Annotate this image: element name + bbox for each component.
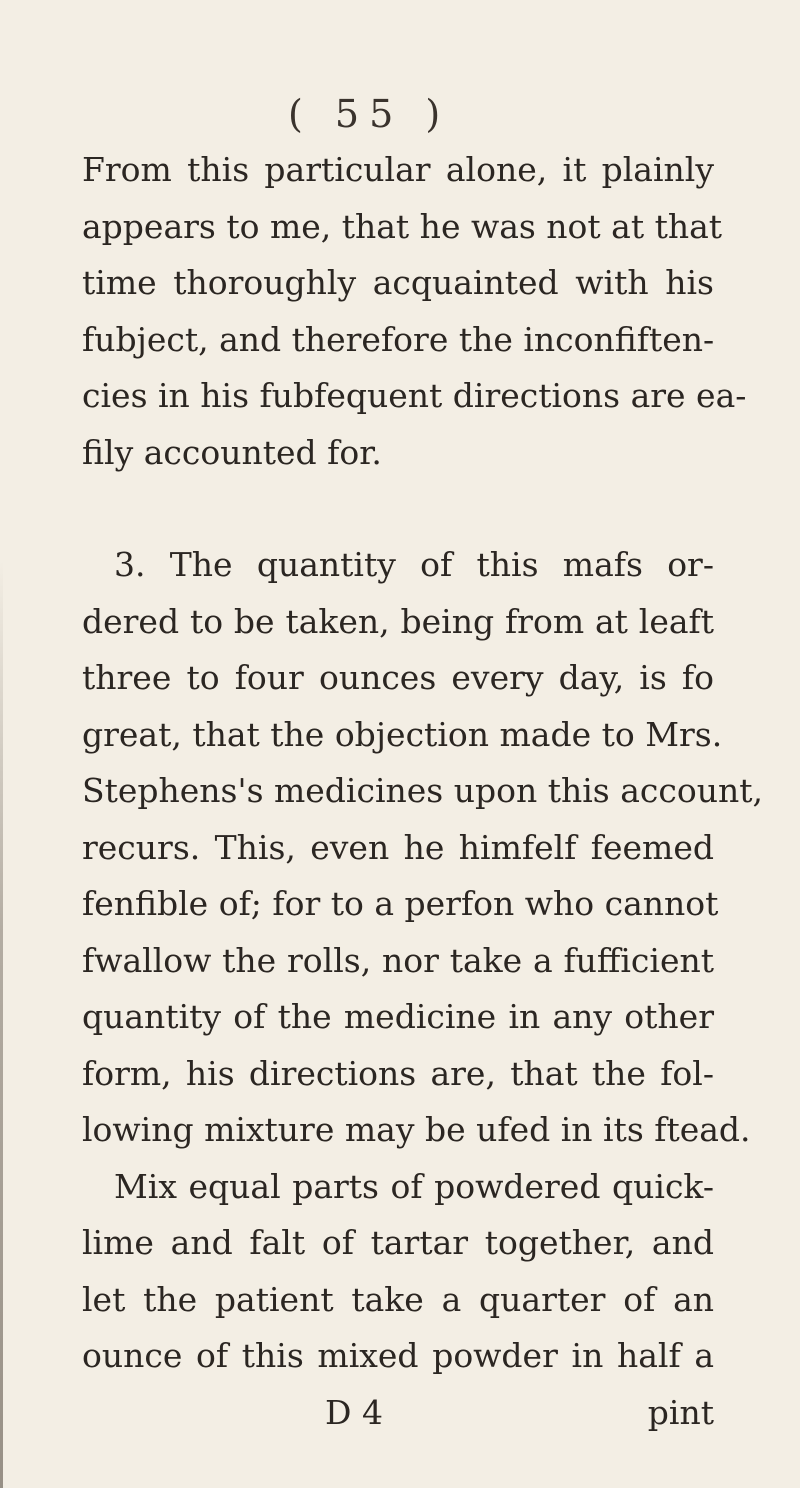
text-line: three to four ounces every day, is fo — [82, 658, 714, 697]
text-line: recurs. This, even he himfelf feemed — [82, 827, 714, 867]
text-line: appears to me, that he was not at that — [82, 206, 723, 246]
text-line: ounce of this mixed powder in half a — [82, 1336, 714, 1375]
paragraph-2 — [82, 537, 763, 1385]
text-line: great, that the objection made to Mrs. — [82, 714, 723, 754]
text-line: fily accounted for. — [82, 432, 382, 472]
paragraph-gap — [82, 481, 714, 537]
text-line: lowing mixture may be ufed in its ftead. — [82, 1110, 751, 1149]
text-line: quantity of the medicine in any other — [82, 997, 714, 1036]
text-line: time thoroughly acquainted with his — [82, 263, 714, 302]
text-line: form, his directions are, that the fol- — [82, 1053, 714, 1093]
catchword: pint — [647, 1392, 714, 1432]
text-line: dered to be taken, being from at leaft — [82, 601, 714, 641]
body-text — [82, 142, 763, 1441]
text-line: let the patient take a quarter of an — [82, 1279, 714, 1319]
text-line: fenfible of; for to a perfon who cannot — [82, 884, 719, 923]
text-line: Mix equal parts of powdered quick- — [114, 1166, 714, 1206]
text-line: lime and falt of tartar together, and — [82, 1223, 714, 1262]
page-number: ( 55 ) — [288, 92, 451, 136]
text-line: 3. The quantity of this mafs or- — [114, 545, 714, 584]
footer-line — [82, 1385, 714, 1442]
text-line: fubject, and therefore the inconfiften- — [82, 319, 715, 359]
text-line: From this particular alone, it plainly — [82, 150, 714, 189]
text-line: fwallow the rolls, nor take a fufficient — [82, 940, 714, 980]
paragraph-1 — [82, 142, 747, 481]
text-line: cies in his fubfequent directions are ea- — [82, 376, 747, 415]
page-edge-shadow — [0, 560, 3, 1488]
text-line: Stephens's medicines upon this account, — [82, 771, 763, 810]
signature-mark: D 4 — [325, 1392, 383, 1432]
